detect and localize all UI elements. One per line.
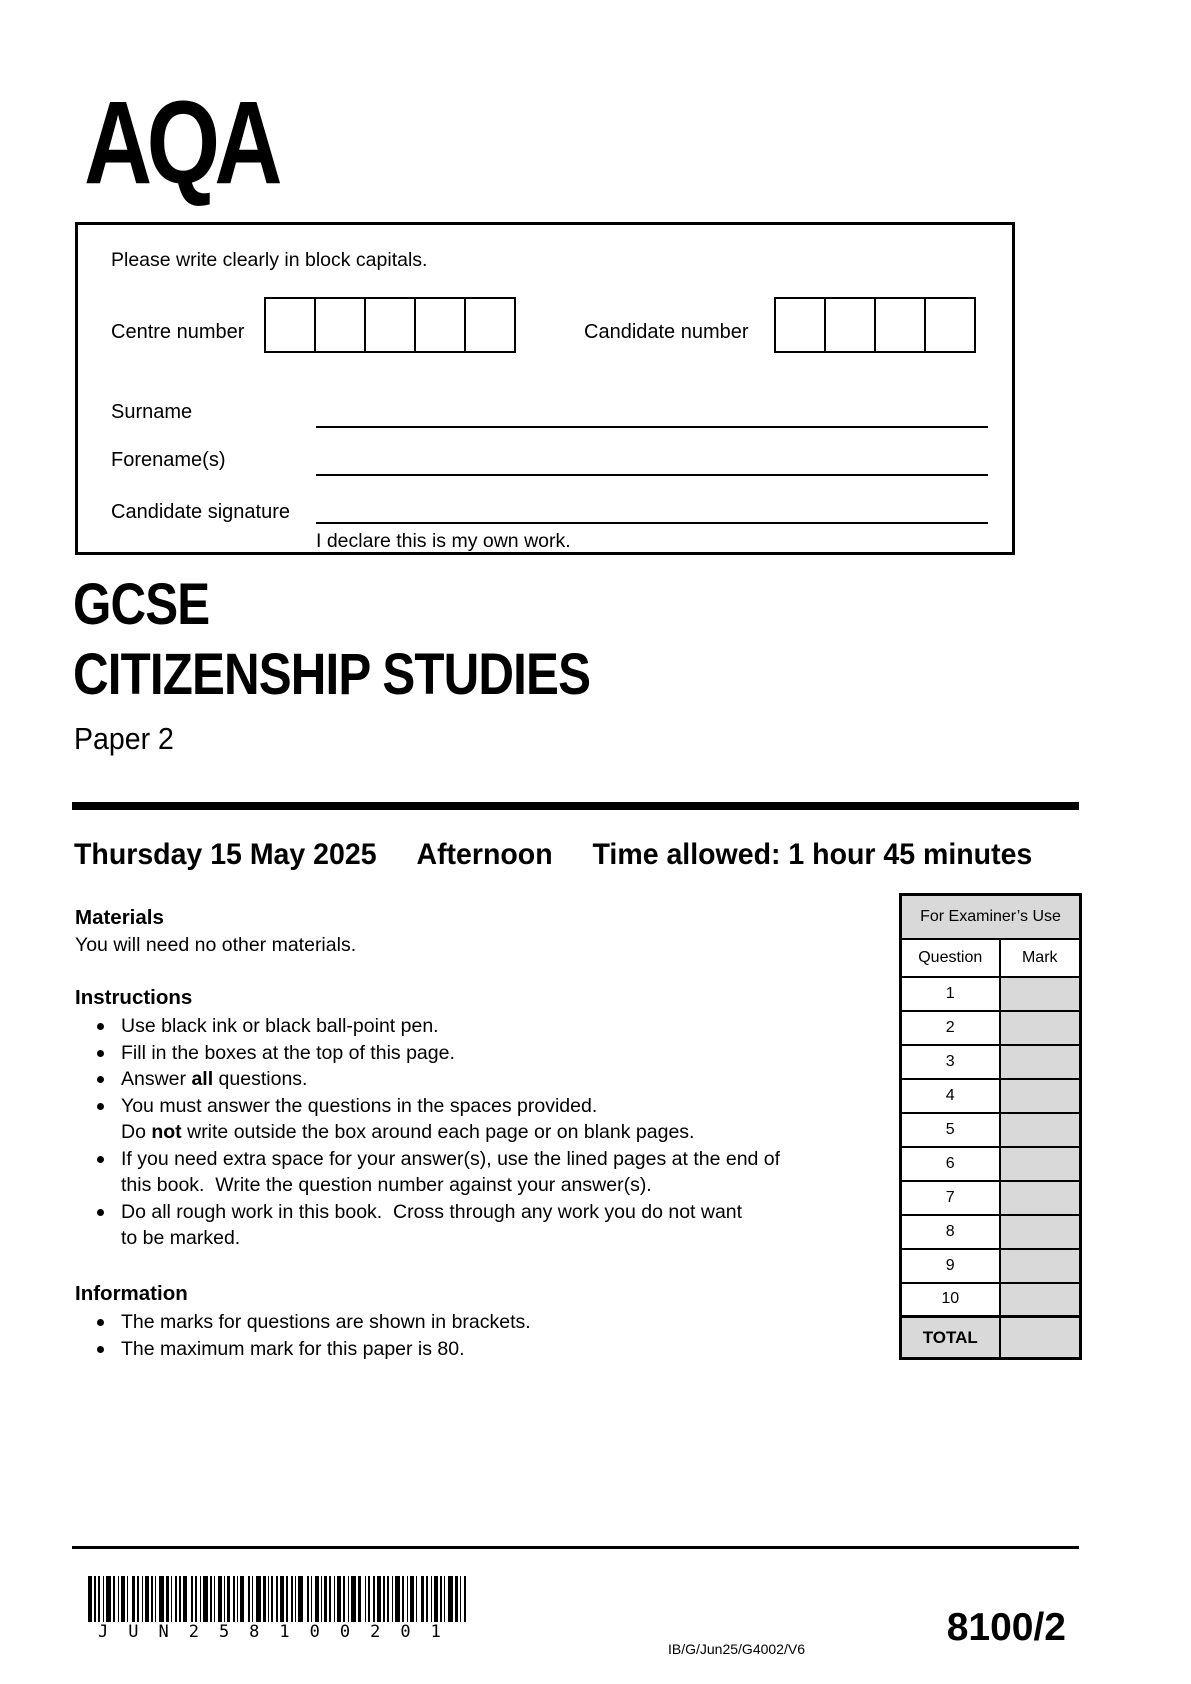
- examiner-table-row: [901, 1147, 1081, 1181]
- aqa-logo: AQA: [84, 77, 277, 209]
- bullet-icon: [97, 1023, 104, 1030]
- qualification-title: GCSE: [73, 572, 210, 637]
- paper-code: 8100/2: [946, 1606, 1066, 1649]
- mark-cell[interactable]: [1000, 1011, 1081, 1045]
- materials-body: You will need no other materials.: [75, 934, 357, 956]
- mark-column-header: Mark: [1000, 939, 1081, 977]
- question-number-cell: 5: [901, 1113, 1000, 1147]
- instructions-list: [75, 1013, 885, 1252]
- list-item: [75, 1013, 885, 1040]
- total-mark-cell[interactable]: [1000, 1317, 1081, 1359]
- mark-cell[interactable]: [1000, 1283, 1081, 1317]
- examiner-use-table: [899, 893, 1082, 1360]
- examiner-table-row: [901, 1113, 1081, 1147]
- surname-label: Surname: [111, 401, 193, 423]
- mark-cell[interactable]: [1000, 1249, 1081, 1283]
- list-item: [75, 1040, 885, 1067]
- mark-cell[interactable]: [1000, 1045, 1081, 1079]
- mark-cell[interactable]: [1000, 1215, 1081, 1249]
- list-item-text: Use black ink or black ball-point pen.: [121, 1015, 439, 1037]
- list-item-text: Fill in the boxes at the top of this page.: [121, 1041, 455, 1064]
- barcode: [88, 1576, 470, 1627]
- candidate-details-box: [75, 222, 1015, 555]
- list-item: [75, 1309, 885, 1336]
- bullet-icon: [97, 1050, 104, 1057]
- question-number-cell: 3: [901, 1045, 1000, 1079]
- candidate-signature-label: Candidate signature: [111, 501, 291, 523]
- list-item: [75, 1199, 885, 1252]
- list-item-text: You must answer the questions in the spaces provided. Do not write outside the box around each page or on blank pages.: [121, 1094, 695, 1143]
- mark-cell[interactable]: [1000, 1147, 1081, 1181]
- examiner-table-row: [901, 977, 1081, 1011]
- question-column-header: Question: [901, 939, 1000, 977]
- materials-heading: Materials: [75, 906, 164, 929]
- exam-date: Thursday 15 May 2025: [74, 838, 377, 871]
- question-number-cell: 9: [901, 1249, 1000, 1283]
- section-divider-thick: [72, 802, 1079, 810]
- examiner-table-row: [901, 1249, 1081, 1283]
- forenames-label: Forename(s): [111, 449, 226, 471]
- bullet-icon: [97, 1103, 104, 1110]
- question-number-cell: 4: [901, 1079, 1000, 1113]
- question-number-cell: 2: [901, 1011, 1000, 1045]
- examiner-table-row: [901, 1181, 1081, 1215]
- list-item-text: The marks for questions are shown in brackets.: [121, 1311, 531, 1333]
- list-item-text: The maximum mark for this paper is 80.: [121, 1337, 465, 1360]
- question-number-cell: 10: [901, 1283, 1000, 1317]
- paper-reference: IB/G/Jun25/G4002/V6: [668, 1641, 805, 1657]
- list-item-text: Answer all questions.: [121, 1068, 308, 1090]
- question-number-cell: 8: [901, 1215, 1000, 1249]
- footer-divider: [72, 1546, 1079, 1549]
- examiner-table-row: [901, 1079, 1081, 1113]
- mark-cell[interactable]: [1000, 1181, 1081, 1215]
- subject-title: CITIZENSHIP STUDIES: [73, 642, 591, 707]
- declaration-text: I declare this is my own work.: [316, 530, 571, 552]
- exam-daypart: Afternoon: [416, 838, 553, 871]
- question-number-cell: 6: [901, 1147, 1000, 1181]
- bullet-icon: [97, 1156, 104, 1163]
- forenames-input-line[interactable]: [316, 430, 988, 476]
- centre-number-label: Centre number: [111, 321, 245, 343]
- examiner-table-row: [901, 1215, 1081, 1249]
- examiner-table-title: For Examiner’s Use: [901, 895, 1081, 939]
- examiner-table-row: [901, 1283, 1081, 1317]
- question-number-cell: 1: [901, 977, 1000, 1011]
- barcode-text: JUN258100201: [98, 1622, 461, 1642]
- time-allowed: Time allowed: 1 hour 45 minutes: [592, 838, 1033, 871]
- paper-number: Paper 2: [74, 721, 174, 756]
- information-heading: Information: [75, 1282, 188, 1305]
- session-line: [74, 838, 1032, 872]
- mark-cell[interactable]: [1000, 977, 1081, 1011]
- list-item: [75, 1093, 885, 1146]
- surname-input-line[interactable]: [316, 345, 988, 428]
- bullet-icon: [97, 1076, 104, 1083]
- entry-cell[interactable]: [264, 297, 316, 353]
- bullet-icon: [97, 1346, 104, 1353]
- total-label-cell: TOTAL: [901, 1317, 1000, 1359]
- mark-cell[interactable]: [1000, 1113, 1081, 1147]
- list-item: [75, 1336, 885, 1363]
- bullet-icon: [97, 1209, 104, 1216]
- bullet-icon: [97, 1319, 104, 1326]
- signature-input-line[interactable]: [316, 478, 988, 524]
- block-capitals-instruction: Please write clearly in block capitals.: [111, 249, 428, 271]
- list-item-text: If you need extra space for your answer(s), use the lined pages at the end of this book. Write the question number against your answer(s).: [121, 1147, 781, 1196]
- list-item: [75, 1146, 885, 1199]
- list-item-text: Do all rough work in this book. Cross through any work you do not want to be marked.: [121, 1200, 743, 1249]
- list-item: [75, 1066, 885, 1093]
- information-list: [75, 1309, 885, 1362]
- candidate-number-label: Candidate number: [584, 321, 749, 343]
- question-number-cell: 7: [901, 1181, 1000, 1215]
- examiner-table-row: [901, 1045, 1081, 1079]
- mark-cell[interactable]: [1000, 1079, 1081, 1113]
- examiner-table-row: [901, 1011, 1081, 1045]
- instructions-heading: Instructions: [75, 986, 193, 1009]
